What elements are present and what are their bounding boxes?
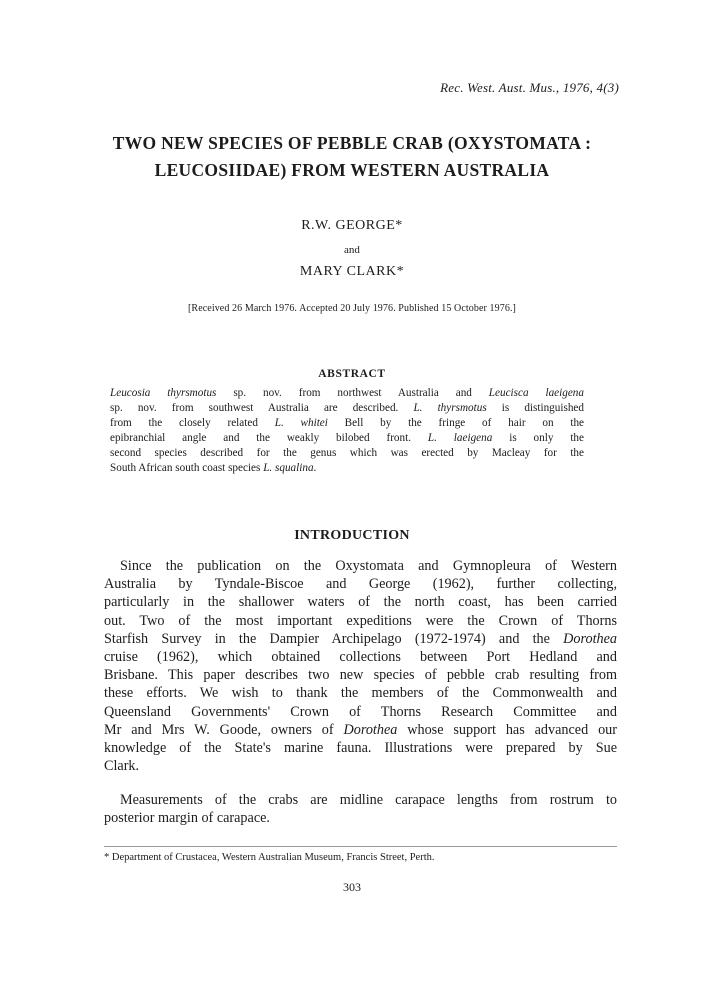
introduction-paragraph-2 xyxy=(104,791,617,827)
paragraph-line: these efforts. We wish to thank the members of the Commonwealth and xyxy=(104,685,617,702)
paragraph-line: Mr and Mrs W. Goode, owners of Dorothea whose support has advanced our xyxy=(104,721,617,738)
author-clark: MARY CLARK* xyxy=(299,264,405,279)
page-number: 303 xyxy=(343,880,361,894)
introduction-paragraph-1 xyxy=(104,557,617,775)
paragraph-line: Since the publication on the Oxystomata and Gymnopleura of Western xyxy=(120,558,617,574)
abstract-line: Leucosia thyrsmotus sp. nov. from northwest Australia and Leucisca laeigena xyxy=(110,387,584,399)
species-name: L. laeigena xyxy=(427,432,493,444)
species-name: Leucosia thyrsmotus xyxy=(110,387,217,399)
paragraph-line: knowledge of the State's marine fauna. Illustrations were prepared by Sue xyxy=(104,740,617,757)
species-name: Leucisca laeigena xyxy=(488,387,584,399)
author-george: R.W. GEORGE* xyxy=(301,218,403,233)
paragraph-line: posterior margin of carapace. xyxy=(104,810,270,827)
title-line-2: LEUCOSIIDAE) FROM WESTERN AUSTRALIA xyxy=(154,160,550,180)
species-name: L. squalina xyxy=(263,462,314,474)
author-conjunction: and xyxy=(344,244,360,256)
paragraph-line: Brisbane. This paper describes two new species of pebble crab resulting from xyxy=(104,667,617,684)
abstract-line: from the closely related L. whitei Bell by the fringe of hair on the xyxy=(110,417,584,429)
paragraph-line: Australia by Tyndale-Biscoe and George (1962), further collecting, xyxy=(104,576,617,593)
paragraph-line: Queensland Governments' Crown of Thorns Research Committee and xyxy=(104,703,617,720)
received-dates: [Received 26 March 1976. Accepted 20 July 1976. Published 15 October 1976.] xyxy=(188,303,516,314)
abstract-line: second species described for the genus which was erected by Macleay for the xyxy=(110,447,584,459)
introduction-heading: INTRODUCTION xyxy=(294,528,410,543)
paragraph-line: Measurements of the crabs are midline carapace lengths from rostrum to xyxy=(120,792,617,808)
species-name: L. whitei xyxy=(274,417,328,429)
author-affiliation-footnote: * Department of Crustacea, Western Australian Museum, Francis Street, Perth. xyxy=(104,852,435,863)
abstract-heading: ABSTRACT xyxy=(318,368,386,380)
vessel-name: Dorothea xyxy=(343,721,398,738)
paragraph-line: Clark. xyxy=(104,758,140,775)
title-line-1: TWO NEW SPECIES OF PEBBLE CRAB (OXYSTOMATA : xyxy=(112,133,592,153)
paragraph-line: Starfish Survey in the Dampier Archipelago (1972-1974) and the Dorothea xyxy=(104,630,617,647)
abstract-line: sp. nov. from southwest Australia are described. L. thyrsmotus is distinguished xyxy=(110,402,584,414)
article-title xyxy=(80,130,624,184)
paragraph-line: particularly in the shallower waters of the north coast, has been carried xyxy=(104,594,617,611)
footnote-divider xyxy=(104,846,617,847)
abstract-line: epibranchial angle and the weakly bilobed front. L. laeigena is only the xyxy=(110,432,584,444)
abstract-body xyxy=(110,386,584,476)
species-name: L. thyrsmotus xyxy=(413,402,487,414)
journal-citation: Rec. West. Aust. Mus., 1976, 4(3) xyxy=(440,80,619,95)
paragraph-line: cruise (1962), which obtained collections between Port Hedland and xyxy=(104,649,617,666)
paragraph-line: out. Two of the most important expeditions were the Crown of Thorns xyxy=(104,612,617,629)
abstract-line: South African south coast species L. squalina. xyxy=(110,462,317,474)
vessel-name: Dorothea xyxy=(563,630,617,647)
